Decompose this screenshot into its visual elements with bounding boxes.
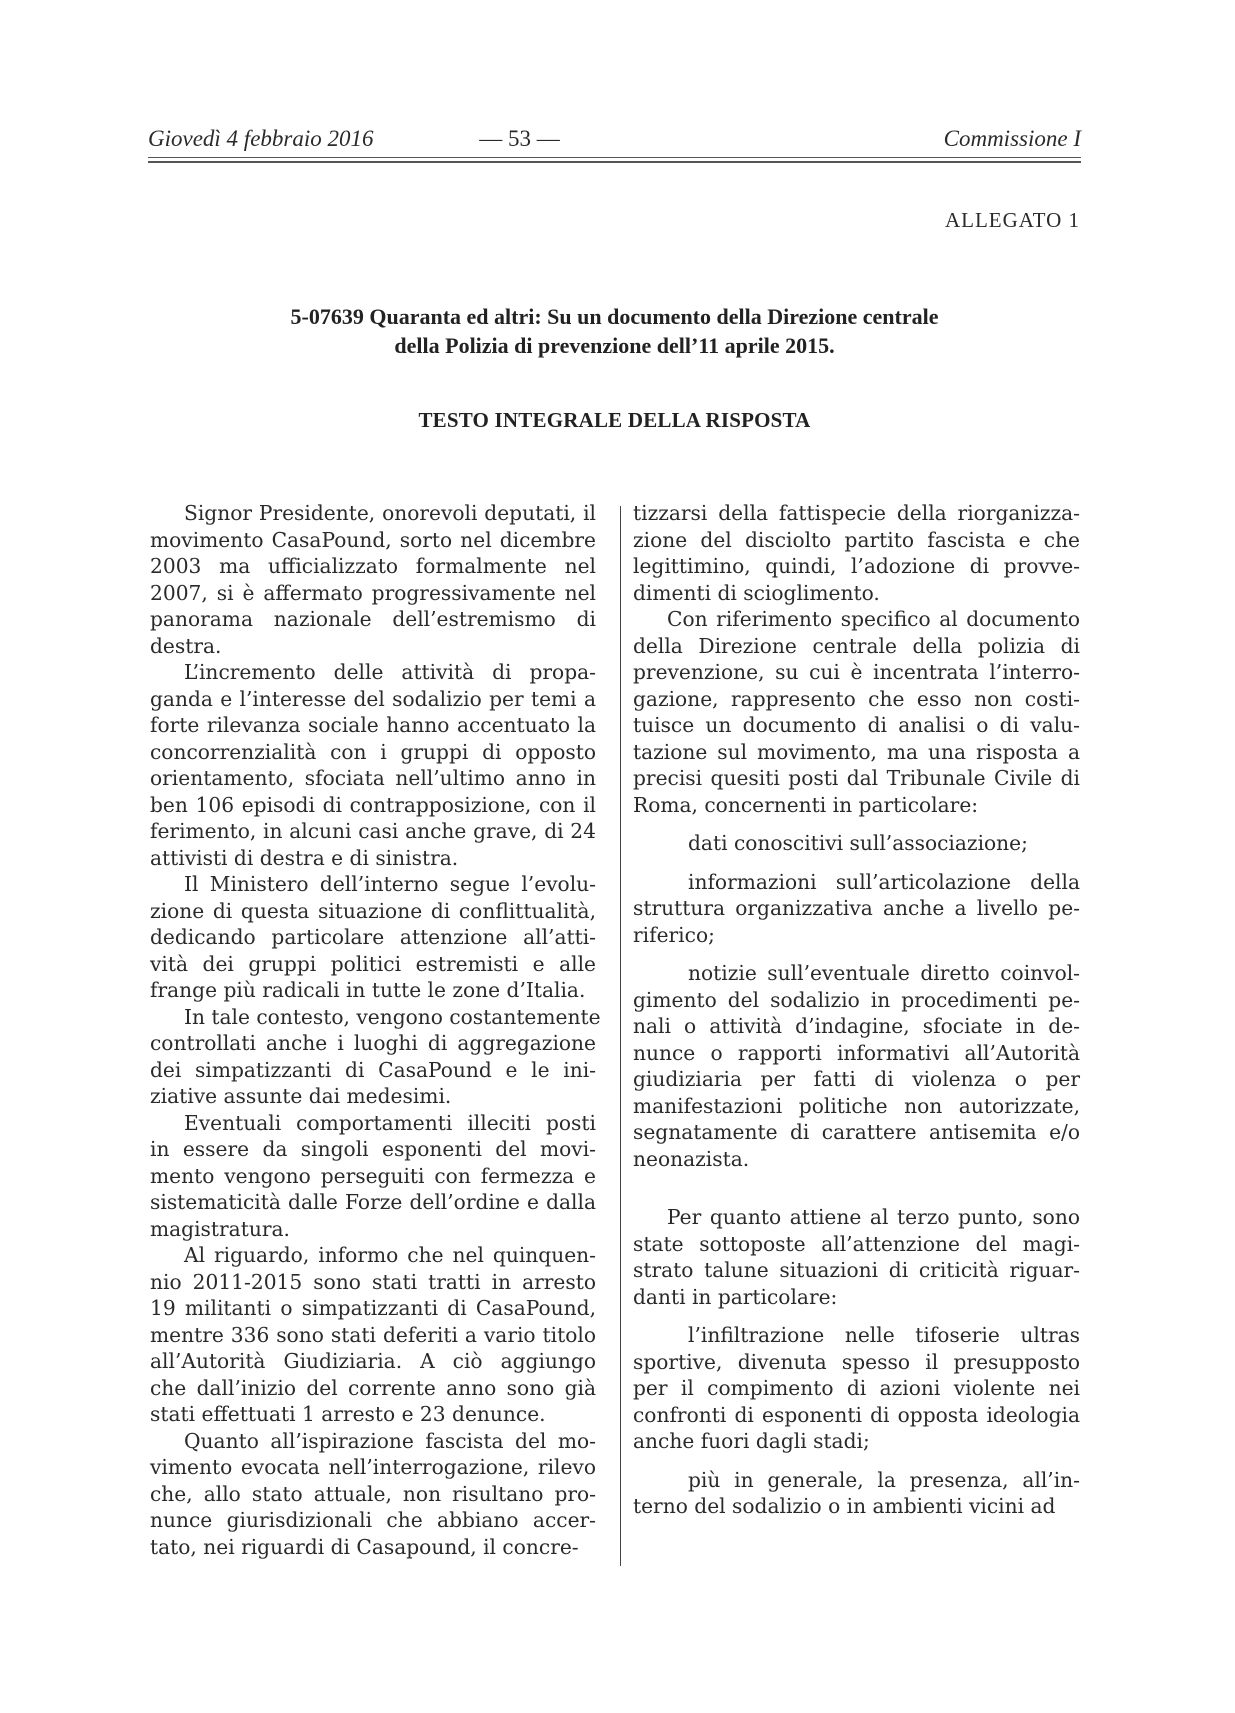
text-line: Eventuali comportamenti illeciti posti xyxy=(184,1110,596,1135)
paragraph xyxy=(150,659,596,871)
text-line: tuisce un documento di analisi o di valu- xyxy=(633,713,1080,737)
text-line: nali o attività d’indagine, sfociate in de- xyxy=(633,1014,1080,1038)
text-line: orientamento, sfociata nell’ultimo anno in xyxy=(150,766,596,790)
running-header xyxy=(148,126,1081,158)
text-line: zione del disciolto partito fascista e che xyxy=(633,527,1080,552)
list-item xyxy=(633,1322,1080,1455)
header-committee: Commissione I xyxy=(943,126,1081,151)
spacer xyxy=(633,1455,1080,1467)
text-line: nunce giurisdizionali che abbiano accer- xyxy=(150,1508,596,1532)
text-line: stati effettuati 1 arresto e 23 denunce. xyxy=(150,1402,546,1426)
text-line: 19 militanti o simpatizzanti di CasaPound, xyxy=(150,1296,596,1320)
attachment-label: ALLEGATO 1 xyxy=(944,208,1080,232)
text-line: ferimento, in alcuni casi anche grave, di 24 xyxy=(150,819,596,843)
text-line: segnatamente di carattere antisemita e/o xyxy=(633,1120,1080,1144)
text-line: controllati anche i luoghi di aggregazione xyxy=(150,1031,596,1055)
text-line: dimenti di scioglimento. xyxy=(633,580,880,605)
text-line: dati conoscitivi sull’associazione; xyxy=(688,831,1028,855)
list-item xyxy=(633,869,1080,949)
text-line: 2003 ma ufficializzato formalmente nel xyxy=(150,554,596,578)
list-item xyxy=(633,960,1080,1172)
spacer xyxy=(633,1172,1080,1204)
spacer xyxy=(633,857,1080,869)
text-line: prevenzione, su cui è incentrata l’interro- xyxy=(633,660,1080,684)
text-line: notizie sull’eventuale diretto coinvol- xyxy=(688,961,1080,985)
text-line: dedicando particolare attenzione all’atti- xyxy=(150,925,596,949)
text-line: giudiziaria per fatti di violenza o per xyxy=(633,1067,1080,1091)
text-line: anche fuori dagli stadi; xyxy=(633,1429,870,1453)
text-line: vità dei gruppi politici estremisti e alle xyxy=(150,951,596,976)
page-number: — 53 — xyxy=(479,126,560,151)
text-line: Il Ministero dell’interno segue l’evolu- xyxy=(184,872,596,896)
text-line: sistematicità dalle Forze dell’ordine e dalla xyxy=(150,1190,596,1214)
text-line: mentre 336 sono stati deferiti a vario titolo xyxy=(150,1322,596,1347)
text-line: state sottoposte all’attenzione del magi- xyxy=(633,1231,1080,1256)
header-date: Giovedì 4 febbraio 2016 xyxy=(148,126,374,151)
text-line: panorama nazionale dell’estremismo di xyxy=(150,607,596,631)
text-line: attivisti di destra e di sinistra. xyxy=(150,845,459,870)
list-item xyxy=(633,830,1080,857)
text-line: mento vengono perseguiti con fermezza e xyxy=(150,1163,596,1188)
text-line: più in generale, la presenza, all’in- xyxy=(688,1467,1080,1492)
paragraph xyxy=(633,606,1080,818)
paragraph xyxy=(150,1004,601,1110)
paragraph xyxy=(150,871,596,1004)
text-line: manifestazioni politiche non autorizzate, xyxy=(633,1093,1080,1118)
section-subtitle: TESTO INTEGRALE DELLA RISPOSTA xyxy=(418,408,811,432)
text-line: che, allo stato attuale, non risultano pro- xyxy=(150,1481,596,1506)
header-rule-thin xyxy=(148,157,1081,158)
text-line: destra. xyxy=(150,633,222,658)
title-line-2: della Polizia di prevenzione dell’11 aprile 2015. xyxy=(394,333,835,358)
text-line: precisi quesiti posti dal Tribunale Civile di xyxy=(633,766,1080,790)
text-line: movimento CasaPound, sorto nel dicembre xyxy=(150,527,596,552)
paragraph xyxy=(150,1110,596,1243)
text-line: in essere da singoli esponenti del movi- xyxy=(150,1137,596,1161)
column-divider xyxy=(620,506,621,1566)
text-line: Signor Presidente, onorevoli deputati, il xyxy=(184,501,596,525)
spacer xyxy=(633,1310,1080,1322)
text-line: nunce o rapporti informativi all’Autorità xyxy=(633,1040,1080,1065)
text-line: Con riferimento specifico al documento xyxy=(667,607,1080,631)
text-line: gazione, rappresento che esso non costi- xyxy=(633,686,1080,711)
text-line: L’incremento delle attività di propa- xyxy=(184,660,596,684)
text-line: vimento evocata nell’interrogazione, rilevo xyxy=(150,1455,596,1479)
text-line: tato, nei riguardi di Casapound, il concre- xyxy=(150,1534,579,1559)
right-column xyxy=(633,500,1080,1520)
text-line: In tale contesto, vengono costantemente xyxy=(184,1004,601,1029)
text-line: neonazista. xyxy=(633,1146,750,1171)
text-line: della Direzione centrale della polizia di xyxy=(633,633,1080,658)
list-item xyxy=(633,1467,1080,1520)
text-line: danti in particolare: xyxy=(633,1284,838,1309)
text-line: gimento del sodalizio in procedimenti pe- xyxy=(633,987,1080,1012)
text-line: strato talune situazioni di criticità riguar- xyxy=(633,1258,1080,1282)
text-line: l’infiltrazione nelle tifoserie ultras xyxy=(688,1323,1080,1347)
text-line: Quanto all’ispirazione fascista del mo- xyxy=(184,1428,596,1453)
text-line: tazione sul movimento, ma una risposta a xyxy=(633,739,1080,764)
text-line: tizzarsi della fattispecie della riorganizza- xyxy=(633,501,1080,525)
left-column xyxy=(150,500,601,1560)
text-line: riferico; xyxy=(633,922,715,947)
text-line: terno del sodalizio o in ambienti vicini ad xyxy=(633,1494,1056,1518)
text-line: concorrenzialità con i gruppi di opposto xyxy=(150,739,596,764)
paragraph xyxy=(150,1428,596,1561)
text-line: magistratura. xyxy=(150,1216,290,1241)
text-line: ganda e l’interesse del sodalizio per temi a xyxy=(150,686,596,711)
text-line: che dall’inizio del corrente anno sono già xyxy=(150,1375,596,1400)
text-line: nio 2011-2015 sono stati tratti in arresto xyxy=(150,1269,596,1294)
text-line: all’Autorità Giudiziaria. A ciò aggiungo xyxy=(150,1349,596,1373)
header-rule-thick xyxy=(148,161,1081,163)
text-line: Al riguardo, informo che nel quinquen- xyxy=(184,1243,596,1267)
text-line: 2007, si è affermato progressivamente nel xyxy=(150,580,596,605)
spacer xyxy=(633,818,1080,830)
text-line: struttura organizzativa anche a livello pe- xyxy=(633,896,1080,920)
text-line: dei simpatizzanti di CasaPound e le ini- xyxy=(150,1057,596,1082)
text-line: ben 106 episodi di contrapposizione, con il xyxy=(150,792,596,817)
text-line: Roma, concernenti in particolare: xyxy=(633,792,979,817)
text-line: confronti di esponenti di opposta ideologia xyxy=(633,1402,1080,1427)
paragraph xyxy=(150,1242,596,1428)
title-line-1: 5-07639 Quaranta ed altri: Su un documento della Direzione centrale xyxy=(290,304,939,329)
text-line: legittimino, quindi, l’adozione di provve- xyxy=(633,554,1080,578)
text-line: frange più radicali in tutte le zone d’Italia. xyxy=(150,978,586,1002)
text-line: sportive, divenuta spesso il presupposto xyxy=(633,1349,1080,1374)
paragraph-continuation xyxy=(633,500,1080,606)
text-line: ziative assunte dai medesimi. xyxy=(150,1084,452,1108)
document-title xyxy=(148,302,1081,360)
paragraph xyxy=(150,500,596,659)
text-line: Per quanto attiene al terzo punto, sono xyxy=(667,1205,1080,1229)
text-line: per il compimento di azioni violente nei xyxy=(633,1376,1080,1400)
text-line: zione di questa situazione di conflittualità, xyxy=(150,898,596,923)
paragraph xyxy=(633,1204,1080,1310)
text-line: forte rilevanza sociale hanno accentuato la xyxy=(150,713,596,737)
spacer xyxy=(633,948,1080,960)
text-line: informazioni sull’articolazione della xyxy=(688,869,1080,894)
